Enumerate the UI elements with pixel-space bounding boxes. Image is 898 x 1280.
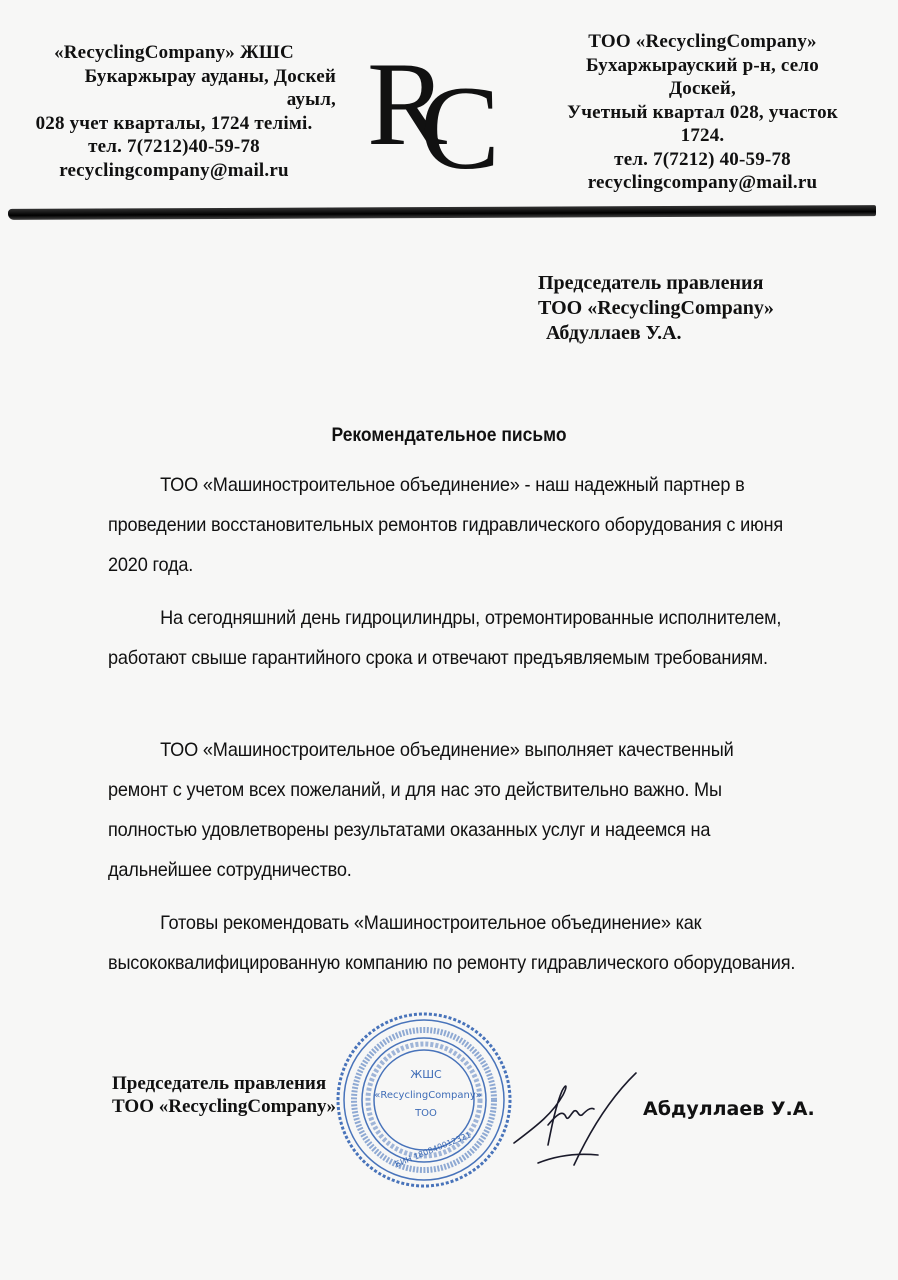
- letter-paragraph: [108, 465, 796, 585]
- letterhead-left-line: Букаржырау ауданы, Доскей: [84, 65, 336, 87]
- signatory-position-block: [112, 1072, 336, 1118]
- letter-title: Рекомендательное письмо: [331, 425, 567, 446]
- letterhead-left-email: recyclingcompany@mail.ru: [59, 159, 289, 181]
- letterhead-left-line: 028 учет кварталы, 1724 телімі.: [35, 112, 313, 134]
- company-stamp: [334, 1010, 514, 1190]
- letterhead-right-line: Доскей,: [668, 78, 736, 99]
- letter-paragraph: [108, 903, 796, 983]
- stamp-text-line: ТОО: [415, 1108, 437, 1119]
- letterhead-left-phone: тел. 7(7212)40-59-78: [88, 136, 260, 157]
- logo-letter-c: C: [420, 61, 501, 194]
- addressee-name: Абдуллаев У.А.: [546, 322, 682, 344]
- paragraph-text: ТОО «Машиностроительное объединение» выполняет качественный ремонт с учетом всех пожеланий, и для нас это действительно важно. Мы полностью удовлетворены результатами оказанных услуг и надеемся на дальнейшее сотрудничество.: [108, 739, 734, 881]
- letterhead-left-line: «RecyclingCompany» ЖШС: [54, 42, 294, 63]
- letterhead-right-email: recyclingcompany@mail.ru: [587, 172, 818, 193]
- letterhead-right-phone: тел. 7(7212) 40-59-78: [614, 148, 791, 170]
- signatory-position: Председатель правления: [112, 1073, 327, 1094]
- letterhead-divider: [8, 205, 876, 220]
- addressee-position: Председатель правления: [538, 272, 764, 294]
- addressee-block: [538, 271, 774, 346]
- paragraph-text: Готовы рекомендовать «Машиностроительное объединение» как высококвалифицированную компанию по ремонту гидравлического оборудования.: [108, 912, 796, 974]
- company-logo: [362, 37, 512, 194]
- stamp-bin-text: БИН 180840012321: [393, 1130, 473, 1170]
- paragraph-text: ТОО «Машиностроительное объединение» - наш надежный партнер в проведении восстановительных ремонтов гидравлического оборудования с июня 2020 года.: [108, 474, 783, 576]
- letterhead-left-line: ауыл,: [286, 89, 336, 110]
- stamp-text-line: «RecyclingCompany»: [374, 1090, 482, 1101]
- letterhead-right-line: Бухаржырауский р-н, село: [586, 54, 819, 76]
- handwritten-signature: [508, 1055, 658, 1175]
- letterhead-right-line: 1724.: [680, 125, 725, 146]
- logo-letter-r: R: [367, 37, 448, 170]
- addressee-company: ТОО «RecyclingCompany»: [538, 297, 774, 319]
- letter-paragraph: [108, 730, 796, 890]
- paragraph-text: На сегодняшний день гидроцилиндры, отремонтированные исполнителем, работают свыше гарантийного срока и отвечают предъявляемым требованиям.: [108, 607, 782, 669]
- letterhead-right-line: ТОО «RecyclingCompany»: [588, 31, 817, 52]
- signatory-name: Абдуллаев У.А.: [643, 1098, 815, 1120]
- letterhead-left-kazakh: [8, 41, 340, 182]
- letterhead-right-line: Учетный квартал 028, участок: [567, 101, 838, 123]
- letterhead-right-russian: [530, 30, 875, 195]
- signatory-company: ТОО «RecyclingCompany»: [112, 1096, 337, 1117]
- stamp-text-line: ЖШС: [410, 1068, 442, 1081]
- letter-paragraph: [108, 598, 796, 678]
